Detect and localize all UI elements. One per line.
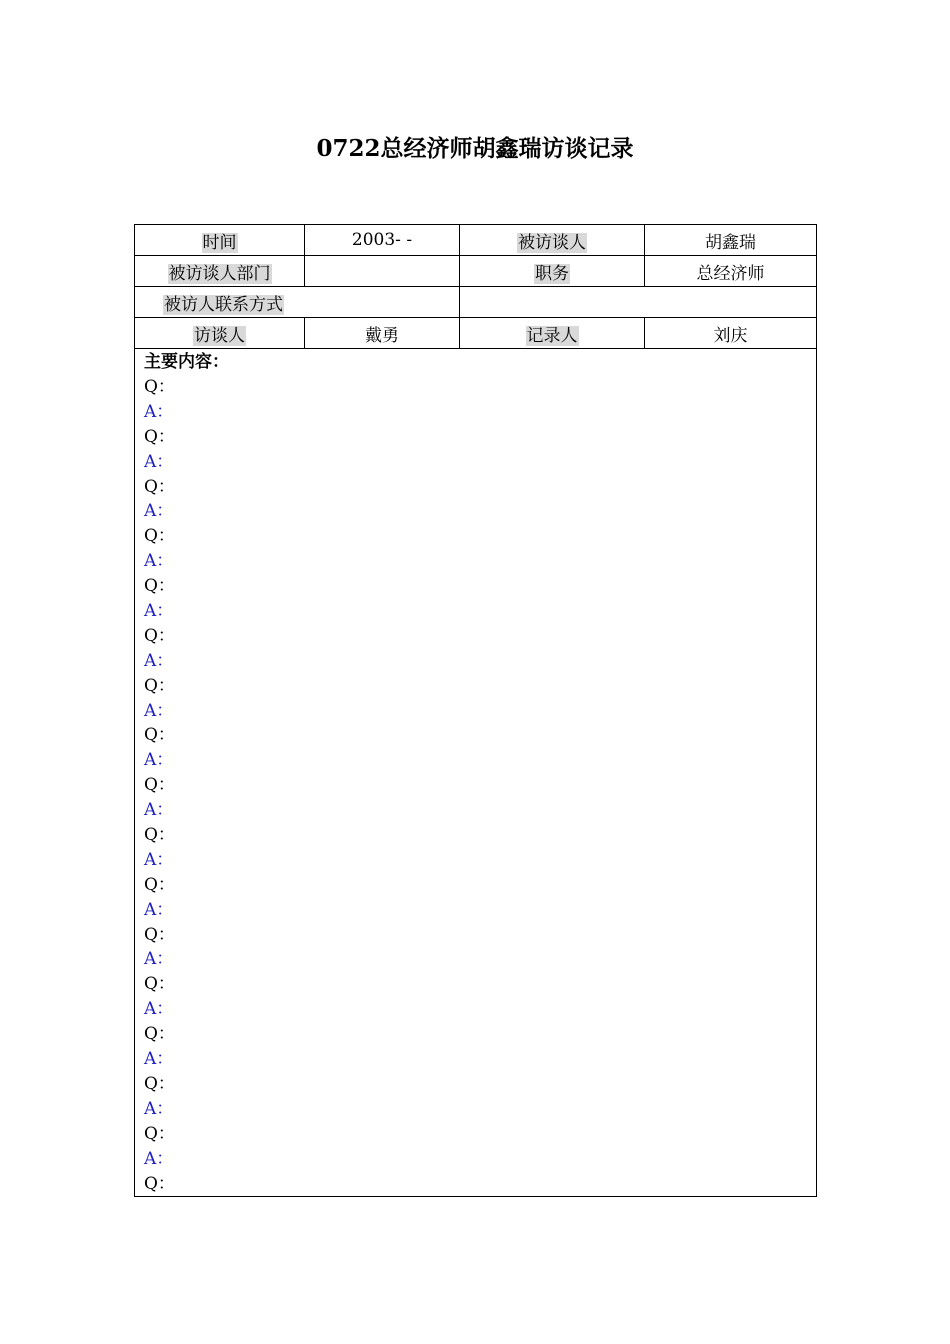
time-label-cell xyxy=(135,225,305,256)
content-heading: 主要内容： xyxy=(144,352,229,372)
answer-line: A： xyxy=(144,451,174,472)
question-line: Q： xyxy=(144,874,175,895)
recorder-label: 记录人 xyxy=(526,325,578,346)
question-line: Q： xyxy=(144,825,175,846)
recorder-label-cell xyxy=(460,318,645,349)
row-time xyxy=(135,225,817,256)
question-line: Q： xyxy=(144,1123,175,1144)
answer-line: A： xyxy=(144,501,174,522)
recorder-value: 刘庆 xyxy=(645,318,817,349)
answer-line: A： xyxy=(144,1049,174,1070)
answer-line: A： xyxy=(144,1148,174,1169)
interviewer-label: 访谈人 xyxy=(194,325,245,346)
question-line: Q： xyxy=(144,476,175,497)
position-value: 总经济师 xyxy=(645,256,817,287)
position-label-cell xyxy=(460,256,645,287)
answer-line: A： xyxy=(144,999,174,1020)
answer-line: A： xyxy=(144,750,174,771)
row-department xyxy=(135,256,817,287)
dept-label-cell xyxy=(135,256,305,287)
answer-line: A： xyxy=(144,700,174,721)
time-value: 2003- - xyxy=(305,225,460,256)
row-content xyxy=(135,349,817,1197)
question-line: Q： xyxy=(144,1024,175,1045)
time-label: 时间 xyxy=(202,232,237,253)
question-line: Q： xyxy=(144,974,175,995)
answer-line: A： xyxy=(144,650,174,671)
answer-line: A： xyxy=(144,849,174,870)
main-content-cell xyxy=(135,349,817,1197)
answer-line: A： xyxy=(144,1098,174,1119)
question-line: Q： xyxy=(144,1173,175,1194)
answer-line: A： xyxy=(144,551,174,572)
answer-line: A： xyxy=(144,800,174,821)
page-title: 0722总经济师胡鑫瑞访谈记录 xyxy=(316,135,634,162)
question-line: Q： xyxy=(144,675,175,696)
question-line: Q： xyxy=(144,576,175,597)
question-line: Q： xyxy=(144,377,175,397)
interview-record-table xyxy=(134,224,817,1197)
question-line: Q： xyxy=(144,725,175,746)
question-line: Q： xyxy=(144,775,175,796)
contact-label: 被访人联系方式 xyxy=(164,294,283,315)
interviewer-label-cell xyxy=(135,318,305,349)
question-line: Q： xyxy=(144,526,175,547)
question-line: Q： xyxy=(144,426,175,447)
position-label: 职务 xyxy=(535,263,569,284)
answer-line: A： xyxy=(144,401,174,422)
question-line: Q： xyxy=(144,1073,175,1094)
answer-line: A： xyxy=(144,601,174,622)
answer-line: A： xyxy=(144,899,174,920)
question-line: Q： xyxy=(144,924,175,945)
interviewee-label: 被访谈人 xyxy=(518,232,586,253)
interviewee-label-cell xyxy=(460,225,645,256)
answer-line: A： xyxy=(144,949,174,970)
row-interviewer xyxy=(135,318,817,349)
question-line: Q： xyxy=(144,625,175,646)
row-contact xyxy=(135,287,817,318)
contact-label-cell xyxy=(135,287,460,318)
contact-value xyxy=(460,287,817,318)
qa-list xyxy=(144,375,816,1196)
dept-value xyxy=(305,256,460,287)
dept-label: 被访谈人部门 xyxy=(168,263,271,284)
interviewer-value: 戴勇 xyxy=(305,318,460,349)
interviewee-value: 胡鑫瑞 xyxy=(645,225,817,256)
